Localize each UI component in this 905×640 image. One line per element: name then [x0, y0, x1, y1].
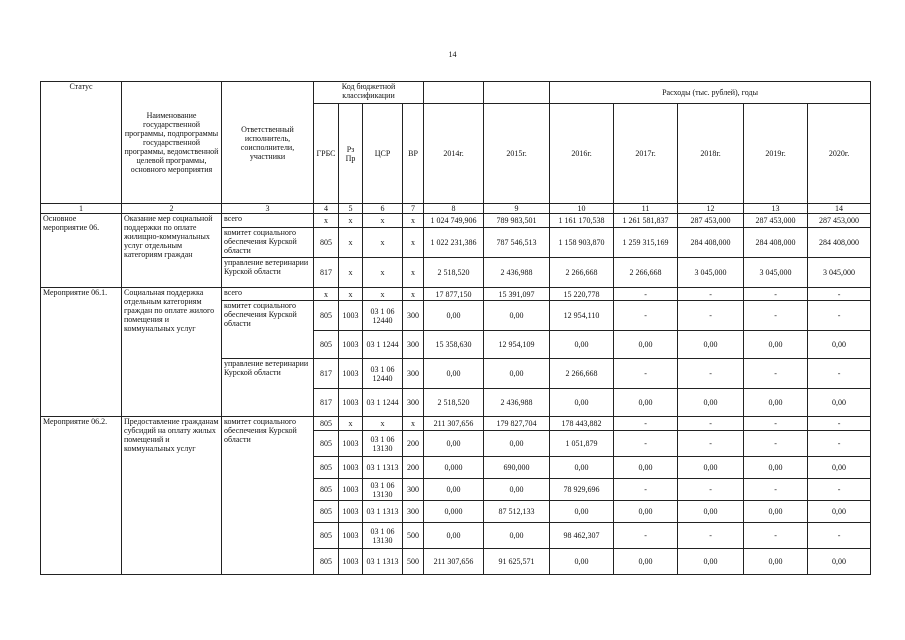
column-number: 5 — [339, 204, 363, 214]
cell-vr: 200 — [403, 457, 424, 479]
cell-expense: - — [614, 431, 678, 457]
cell-expense: 0,00 — [484, 523, 550, 549]
cell-expense: - — [678, 359, 744, 389]
cell-expense: 17 877,150 — [424, 288, 484, 301]
cell-vr: x — [403, 417, 424, 431]
cell-grbs: 805 — [314, 331, 339, 359]
cell-vr: 200 — [403, 431, 424, 457]
cell-vr: x — [403, 288, 424, 301]
cell-grbs: x — [314, 214, 339, 228]
row-responsible: комитет социального обеспечения Курской области — [222, 301, 314, 359]
cell-grbs: 805 — [314, 479, 339, 501]
cell-expense: 78 929,696 — [550, 479, 614, 501]
column-number: 13 — [744, 204, 808, 214]
cell-expense: 1 259 315,169 — [614, 228, 678, 258]
row-responsible: комитет социального обеспечения Курской области — [222, 417, 314, 575]
cell-expense: 287 453,000 — [744, 214, 808, 228]
cell-expense: 0,00 — [744, 549, 808, 575]
cell-expense: 211 307,656 — [424, 417, 484, 431]
column-number: 14 — [808, 204, 871, 214]
cell-vr: 300 — [403, 301, 424, 331]
header-year: 2016г. — [550, 104, 614, 204]
cell-expense: 2 518,520 — [424, 389, 484, 417]
cell-expense: 15 358,630 — [424, 331, 484, 359]
cell-grbs: 805 — [314, 523, 339, 549]
column-number: 2 — [122, 204, 222, 214]
cell-csr: 03 1 1313 — [363, 457, 403, 479]
cell-expense: 2 518,520 — [424, 258, 484, 288]
page-number: 14 — [448, 50, 457, 59]
cell-expense: 0,000 — [424, 501, 484, 523]
cell-rzpr: 1003 — [339, 523, 363, 549]
cell-rzpr: 1003 — [339, 549, 363, 575]
budget-table — [40, 81, 871, 575]
cell-expense: 2 266,668 — [550, 258, 614, 288]
cell-expense: - — [614, 417, 678, 431]
header-expenses: Расходы (тыс. рублей), годы — [550, 82, 871, 104]
cell-expense: 789 983,501 — [484, 214, 550, 228]
cell-expense: 284 408,000 — [808, 228, 871, 258]
cell-expense: 0,00 — [614, 331, 678, 359]
column-number: 1 — [41, 204, 122, 214]
cell-expense: 1 051,879 — [550, 431, 614, 457]
column-number: 10 — [550, 204, 614, 214]
cell-expense: 3 045,000 — [744, 258, 808, 288]
header-vr: ВР — [403, 104, 424, 204]
cell-csr: x — [363, 417, 403, 431]
cell-vr: 500 — [403, 549, 424, 575]
cell-rzpr: 1003 — [339, 301, 363, 331]
cell-expense: - — [744, 431, 808, 457]
cell-expense: 0,00 — [678, 331, 744, 359]
header-year: 2018г. — [678, 104, 744, 204]
cell-expense: - — [744, 479, 808, 501]
header-responsible: Ответственный исполнитель, соисполнители, участники — [222, 82, 314, 204]
column-number: 11 — [614, 204, 678, 214]
cell-expense: 284 408,000 — [744, 228, 808, 258]
table-row — [41, 417, 871, 431]
cell-expense: - — [808, 417, 871, 431]
cell-expense: - — [744, 288, 808, 301]
table-row — [41, 288, 871, 301]
cell-expense: 12 954,110 — [550, 301, 614, 331]
cell-vr: 300 — [403, 501, 424, 523]
cell-rzpr: x — [339, 288, 363, 301]
cell-vr: 300 — [403, 479, 424, 501]
cell-expense: 1 161 170,538 — [550, 214, 614, 228]
cell-expense: - — [808, 359, 871, 389]
cell-vr: 300 — [403, 331, 424, 359]
cell-vr: 300 — [403, 389, 424, 417]
cell-expense: 1 158 903,870 — [550, 228, 614, 258]
cell-expense: 2 266,668 — [550, 359, 614, 389]
cell-expense: 0,00 — [614, 501, 678, 523]
cell-grbs: 805 — [314, 228, 339, 258]
row-name: Предоставление гражданам субсидий на оплату жилых помещений и коммунальных услуг — [122, 417, 222, 575]
cell-csr: 03 1 06 13130 — [363, 431, 403, 457]
column-number-row — [41, 204, 871, 214]
cell-expense: 690,000 — [484, 457, 550, 479]
cell-csr: 03 1 06 13130 — [363, 479, 403, 501]
cell-expense: 0,00 — [484, 479, 550, 501]
column-number: 6 — [363, 204, 403, 214]
row-responsible: комитет социального обеспечения Курской области — [222, 228, 314, 258]
cell-expense: 0,00 — [678, 457, 744, 479]
cell-expense: - — [614, 523, 678, 549]
cell-rzpr: 1003 — [339, 331, 363, 359]
cell-expense: 0,00 — [808, 331, 871, 359]
cell-expense: 0,00 — [744, 331, 808, 359]
cell-expense: 0,00 — [678, 389, 744, 417]
cell-expense: 0,00 — [808, 457, 871, 479]
cell-grbs: 805 — [314, 501, 339, 523]
cell-expense: 0,00 — [484, 431, 550, 457]
cell-expense: 0,00 — [550, 457, 614, 479]
cell-grbs: 805 — [314, 457, 339, 479]
cell-rzpr: x — [339, 417, 363, 431]
header-rzpr: Рз Пр — [339, 104, 363, 204]
header-year: 2014г. — [424, 104, 484, 204]
cell-expense: 0,00 — [550, 501, 614, 523]
cell-vr: x — [403, 258, 424, 288]
cell-rzpr: 1003 — [339, 359, 363, 389]
cell-expense: 0,00 — [744, 501, 808, 523]
header-empty-2 — [484, 82, 550, 104]
cell-expense: 12 954,109 — [484, 331, 550, 359]
cell-grbs: x — [314, 288, 339, 301]
cell-expense: 179 827,704 — [484, 417, 550, 431]
cell-expense: 98 462,307 — [550, 523, 614, 549]
cell-rzpr: 1003 — [339, 479, 363, 501]
row-status: Мероприятие 06.2. — [41, 417, 122, 575]
cell-expense: 3 045,000 — [678, 258, 744, 288]
cell-expense: - — [678, 431, 744, 457]
cell-expense: - — [678, 523, 744, 549]
cell-vr: x — [403, 228, 424, 258]
cell-grbs: 817 — [314, 389, 339, 417]
row-status: Мероприятие 06.1. — [41, 288, 122, 417]
cell-expense: 2 436,988 — [484, 389, 550, 417]
cell-csr: x — [363, 288, 403, 301]
cell-expense: - — [808, 523, 871, 549]
cell-expense: - — [744, 301, 808, 331]
column-number: 3 — [222, 204, 314, 214]
cell-expense: 0,00 — [550, 331, 614, 359]
cell-expense: - — [678, 301, 744, 331]
cell-expense: - — [744, 523, 808, 549]
cell-csr: 03 1 06 12440 — [363, 359, 403, 389]
cell-expense: 3 045,000 — [808, 258, 871, 288]
column-number: 4 — [314, 204, 339, 214]
cell-expense: - — [678, 288, 744, 301]
column-number: 9 — [484, 204, 550, 214]
cell-expense: 0,00 — [550, 549, 614, 575]
cell-expense: 0,000 — [424, 457, 484, 479]
table-row — [41, 214, 871, 228]
cell-expense: 0,00 — [484, 301, 550, 331]
row-status: Основное мероприятие 06. — [41, 214, 122, 288]
row-name: Оказание мер социальной поддержки по оплате жилищно-коммунальных услуг отдельным категориям граждан — [122, 214, 222, 288]
header-year: 2017г. — [614, 104, 678, 204]
cell-expense: - — [614, 479, 678, 501]
cell-expense: 0,00 — [678, 549, 744, 575]
cell-expense: 0,00 — [424, 301, 484, 331]
cell-expense: 0,00 — [424, 523, 484, 549]
cell-expense: 0,00 — [678, 501, 744, 523]
cell-expense: - — [678, 479, 744, 501]
cell-grbs: 805 — [314, 301, 339, 331]
row-responsible: управление ветеринарии Курской области — [222, 258, 314, 288]
cell-csr: x — [363, 214, 403, 228]
cell-expense: - — [678, 417, 744, 431]
cell-vr: x — [403, 214, 424, 228]
cell-expense: - — [744, 359, 808, 389]
cell-expense: 0,00 — [744, 457, 808, 479]
cell-expense: 287 453,000 — [808, 214, 871, 228]
header-grbs: ГРБС — [314, 104, 339, 204]
header-year: 2020г. — [808, 104, 871, 204]
cell-expense: - — [614, 301, 678, 331]
cell-expense: - — [808, 479, 871, 501]
cell-expense: - — [744, 417, 808, 431]
cell-expense: 87 512,133 — [484, 501, 550, 523]
header-name: Наименование государственной программы, подпрограммы государственной программы, ведомственной целевой программы, основного мероприятия — [122, 82, 222, 204]
header-year: 2015г. — [484, 104, 550, 204]
cell-rzpr: 1003 — [339, 457, 363, 479]
cell-csr: 03 1 1313 — [363, 501, 403, 523]
header-empty-1 — [424, 82, 484, 104]
cell-expense: 0,00 — [614, 549, 678, 575]
cell-expense: 0,00 — [614, 389, 678, 417]
cell-expense: 0,00 — [808, 549, 871, 575]
cell-expense: - — [614, 359, 678, 389]
header-status: Статус — [41, 82, 122, 204]
cell-grbs: 805 — [314, 549, 339, 575]
cell-expense: 15 391,097 — [484, 288, 550, 301]
cell-expense: 0,00 — [424, 431, 484, 457]
column-number: 12 — [678, 204, 744, 214]
cell-expense: 0,00 — [424, 479, 484, 501]
cell-vr: 500 — [403, 523, 424, 549]
cell-expense: 0,00 — [614, 457, 678, 479]
cell-csr: x — [363, 258, 403, 288]
column-number: 7 — [403, 204, 424, 214]
cell-expense: 287 453,000 — [678, 214, 744, 228]
cell-expense: - — [614, 288, 678, 301]
cell-expense: 91 625,571 — [484, 549, 550, 575]
cell-csr: 03 1 1244 — [363, 331, 403, 359]
cell-expense: 0,00 — [424, 359, 484, 389]
cell-vr: 300 — [403, 359, 424, 389]
cell-rzpr: x — [339, 228, 363, 258]
cell-expense: 1 024 749,906 — [424, 214, 484, 228]
cell-rzpr: 1003 — [339, 501, 363, 523]
cell-expense: 0,00 — [808, 501, 871, 523]
cell-csr: 03 1 06 12440 — [363, 301, 403, 331]
cell-expense: 0,00 — [484, 359, 550, 389]
cell-expense: 15 220,778 — [550, 288, 614, 301]
cell-csr: 03 1 1313 — [363, 549, 403, 575]
column-number: 8 — [424, 204, 484, 214]
cell-expense: 787 546,513 — [484, 228, 550, 258]
cell-expense: - — [808, 431, 871, 457]
cell-expense: 211 307,656 — [424, 549, 484, 575]
cell-csr: 03 1 1244 — [363, 389, 403, 417]
cell-expense: 2 436,988 — [484, 258, 550, 288]
cell-rzpr: 1003 — [339, 389, 363, 417]
cell-expense: 2 266,668 — [614, 258, 678, 288]
cell-expense: - — [808, 301, 871, 331]
row-responsible: всего — [222, 288, 314, 301]
cell-grbs: 805 — [314, 417, 339, 431]
cell-expense: 0,00 — [744, 389, 808, 417]
cell-expense: 0,00 — [550, 389, 614, 417]
row-responsible: управление ветеринарии Курской области — [222, 359, 314, 417]
cell-grbs: 817 — [314, 359, 339, 389]
cell-rzpr: 1003 — [339, 431, 363, 457]
header-year: 2019г. — [744, 104, 808, 204]
cell-expense: 178 443,882 — [550, 417, 614, 431]
cell-expense: 0,00 — [808, 389, 871, 417]
cell-csr: x — [363, 228, 403, 258]
cell-rzpr: x — [339, 258, 363, 288]
row-name: Социальная поддержка отдельным категориям граждан по оплате жилого помещения и коммунальных услуг — [122, 288, 222, 417]
header-budget-code: Код бюджетной классификации — [314, 82, 424, 104]
header-csr: ЦСР — [363, 104, 403, 204]
cell-grbs: 817 — [314, 258, 339, 288]
cell-csr: 03 1 06 13130 — [363, 523, 403, 549]
row-responsible: всего — [222, 214, 314, 228]
cell-expense: 284 408,000 — [678, 228, 744, 258]
cell-grbs: 805 — [314, 431, 339, 457]
cell-expense: 1 261 581,837 — [614, 214, 678, 228]
cell-rzpr: x — [339, 214, 363, 228]
cell-expense: 1 022 231,386 — [424, 228, 484, 258]
cell-expense: - — [808, 288, 871, 301]
